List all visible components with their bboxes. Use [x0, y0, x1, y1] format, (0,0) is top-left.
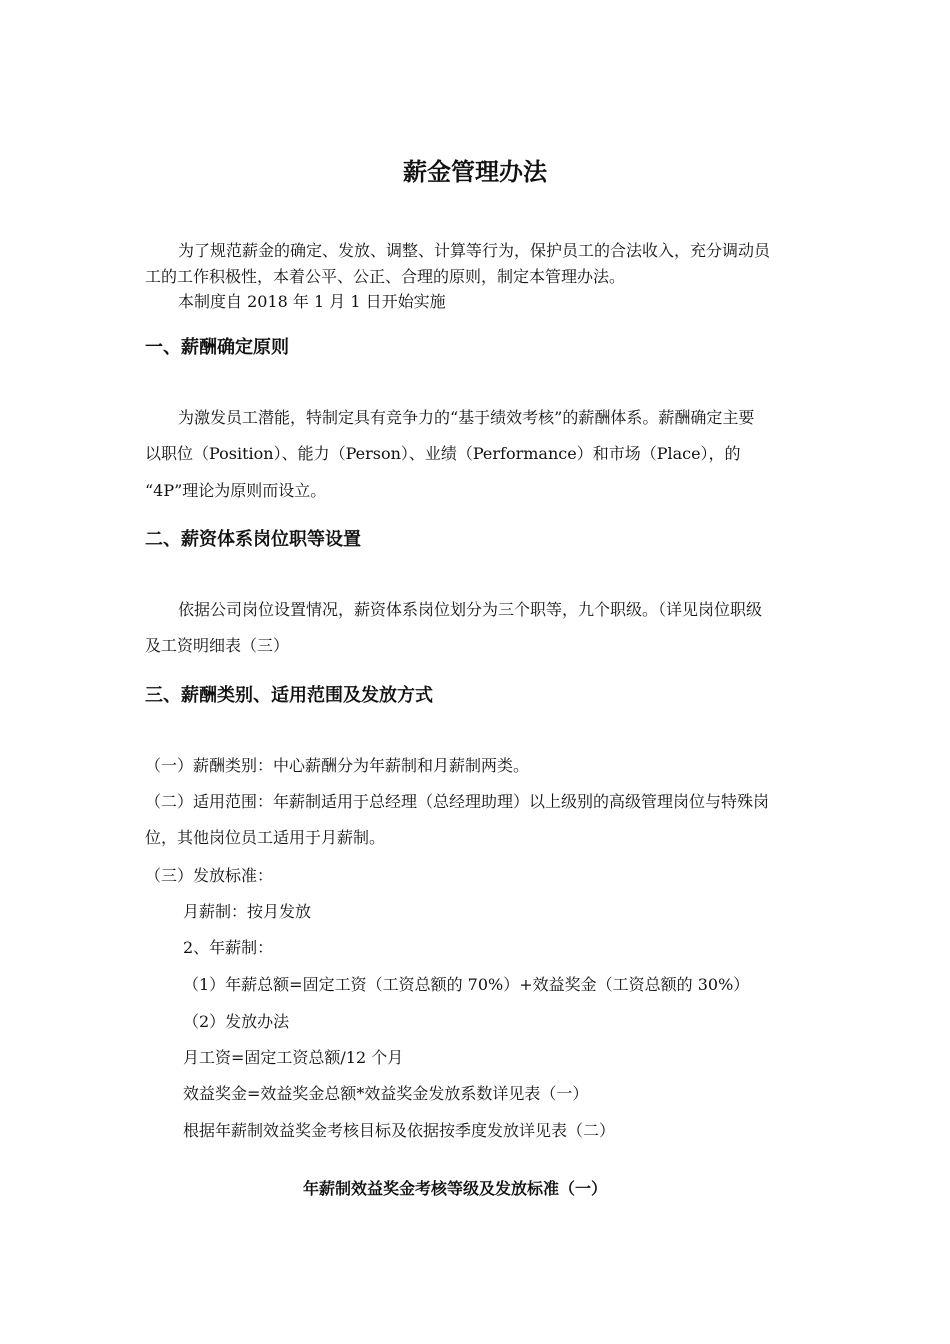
section-3-item-3: （三）发放标准： [145, 866, 274, 885]
document-title: 薪金管理办法 [403, 158, 547, 186]
intro-line-1: 为了规范薪金的确定、发放、调整、计算等行为，保护员工的合法收入，充分调动员 [178, 241, 771, 260]
quarterly-bonus-note: 根据年薪制效益奖金考核目标及依据按季度发放详见表（二） [183, 1121, 616, 1140]
section-1-line-3: “4P”理论为原则而设立。 [145, 481, 327, 500]
annual-pay-heading: 2、年薪制： [183, 938, 274, 957]
monthly-salary-formula: 月工资=固定工资总额/12 个月 [183, 1048, 404, 1067]
section-3-item-2b: 位，其他岗位员工适用于月薪制。 [145, 828, 386, 847]
section-1-line-2: 以职位（Position）、能力（Person）、业绩（Performance）和市场（Place），的 [145, 444, 741, 463]
section-3-item-2a: （二）适用范围：年薪制适用于总经理（总经理助理）以上级别的高级管理岗位与特殊岗 [145, 792, 770, 811]
section-2-line-1: 依据公司岗位设置情况，薪资体系岗位划分为三个职等，九个职级。（详见岗位职级 [178, 600, 763, 619]
annual-pay-item-2: （2）发放办法 [183, 1012, 290, 1031]
annual-pay-item-1: （1）年薪总额=固定工资（工资总额的 70%）+效益奖金（工资总额的 30%） [183, 975, 750, 994]
section-3-item-1: （一）薪酬类别：中心薪酬分为年薪制和月薪制两类。 [145, 756, 530, 775]
section-1-line-1: 为激发员工潜能，特制定具有竞争力的“基于绩效考核”的薪酬体系。薪酬确定主要 [178, 408, 755, 427]
bonus-formula: 效益奖金=效益奖金总额*效益奖金发放系数详见表（一） [183, 1084, 589, 1103]
monthly-pay-rule: 月薪制：按月发放 [183, 902, 312, 921]
section-1-heading: 一、薪酬确定原则 [145, 337, 289, 358]
section-3-heading: 三、薪酬类别、适用范围及发放方式 [145, 685, 433, 706]
section-2-heading: 二、薪资体系岗位职等设置 [145, 529, 361, 550]
intro-effective-date: 本制度自 2018 年 1 月 1 日开始实施 [178, 292, 446, 311]
intro-line-2: 工的工作积极性，本着公平、公正、合理的原则，制定本管理办法。 [145, 267, 626, 286]
section-2-line-2: 及工资明细表（三） [145, 636, 290, 655]
table-1-title: 年薪制效益奖金考核等级及发放标准（一） [302, 1179, 607, 1198]
